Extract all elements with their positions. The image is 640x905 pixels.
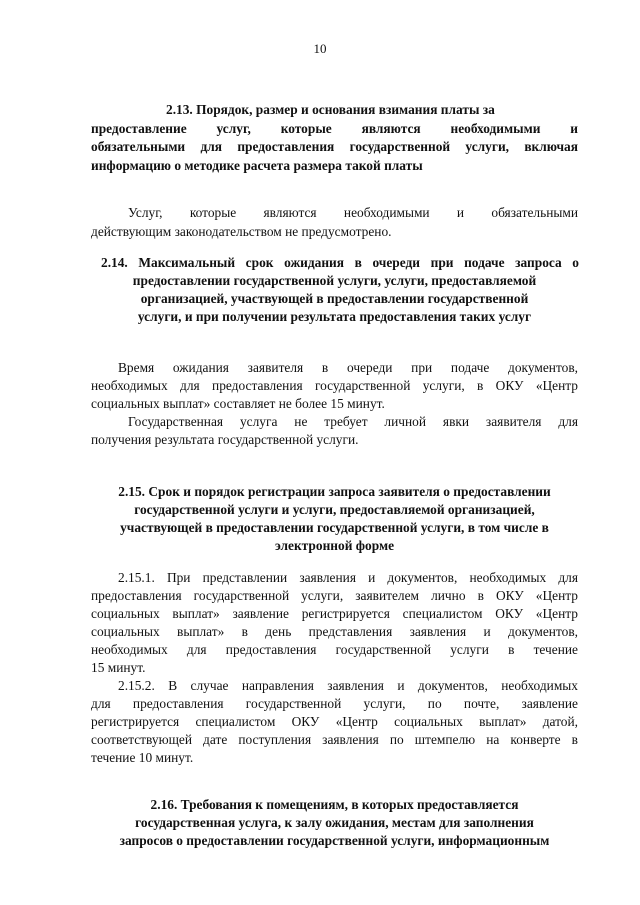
section-2-14-text-line: получения результата государственной услуги.	[91, 432, 359, 447]
section-2-13-text-line: действующим законодательством не предусмотрено.	[91, 224, 392, 239]
section-2-13-heading-line: предоставление услуг, которые являются необходимыми и	[91, 121, 578, 136]
section-2-15-text-line: социальных выплат» заявление регистрируется специалистом ОКУ «Центр	[91, 606, 578, 621]
section-2-13-text-line: Услуг, которые являются необходимыми и обязательными	[128, 205, 578, 220]
section-2-13-heading-line: информацию о методике расчета размера такой платы	[91, 158, 423, 173]
section-2-14-heading-line: предоставлении государственной услуги, услуги, предоставляемой	[132, 273, 537, 288]
section-2-14-text-line: необходимых для предоставления государственной услуги, в ОКУ «Центр	[91, 378, 578, 393]
section-2-15-text-line: 15 минут.	[91, 660, 146, 675]
section-2-13-heading-line: обязательными для предоставления государственной услуги, включая	[91, 139, 578, 154]
section-2-14-heading-line: организацией, участвующей в предоставлении государственной	[140, 291, 529, 306]
section-2-15-text-line: предоставления государственной услуги, заявителем лично в ОКУ «Центр	[91, 588, 578, 603]
section-2-15-text-line: регистрируется специалистом ОКУ «Центр социальных выплат» датой,	[91, 714, 578, 729]
section-2-14-text-line: Государственная услуга не требует личной явки заявителя для	[128, 414, 578, 429]
section-2-15-text-line: необходимых для предоставления государственной услуги в течение	[91, 642, 578, 657]
section-2-14-text-line: социальных выплат» составляет не более 15 минут.	[91, 396, 385, 411]
section-2-16-heading-line: 2.16. Требования к помещениям, в которых предоставляется	[150, 797, 519, 812]
section-2-15-text-line: 2.15.1. При представлении заявления и документов, необходимых для	[118, 570, 578, 585]
section-2-14-heading-line: 2.14. Максимальный срок ожидания в очереди при подаче запроса о	[101, 255, 579, 270]
section-2-15-heading-line: электронной форме	[274, 538, 395, 553]
section-2-14-heading-line: услуги, и при получении результата предоставления таких услуг	[137, 309, 532, 324]
section-2-15-heading-line: участвующей в предоставлении государственной услуги, в том числе в	[120, 520, 549, 535]
section-2-15-text-line: для предоставления государственной услуги, по почте, заявление	[91, 696, 578, 711]
section-2-16-heading-line: запросов о предоставлении государственной услуги, информационным	[119, 833, 550, 848]
section-2-13-heading-line: 2.13. Порядок, размер и основания взимания платы за	[166, 102, 495, 117]
page-number: 10	[313, 41, 327, 56]
section-2-16-heading-line: государственная услуга, к залу ожидания, местам для заполнения	[135, 815, 534, 830]
section-2-14-text-line: Время ожидания заявителя в очереди при подаче документов,	[118, 360, 578, 375]
section-2-15-heading-line: 2.15. Срок и порядок регистрации запроса заявителя о предоставлении	[118, 484, 551, 499]
section-2-15-text-line: социальных выплат» в день представления заявления и документов,	[91, 624, 578, 639]
section-2-15-text-line: соответствующей дате поступления заявления по штемпелю на конверте в	[91, 732, 578, 747]
section-2-15-text-line: 2.15.2. В случае направления заявления и документов, необходимых	[118, 678, 578, 693]
section-2-15-text-line: течение 10 минут.	[91, 750, 194, 765]
section-2-15-heading-line: государственной услуги и услуги, предоставляемой организацией,	[134, 502, 535, 517]
